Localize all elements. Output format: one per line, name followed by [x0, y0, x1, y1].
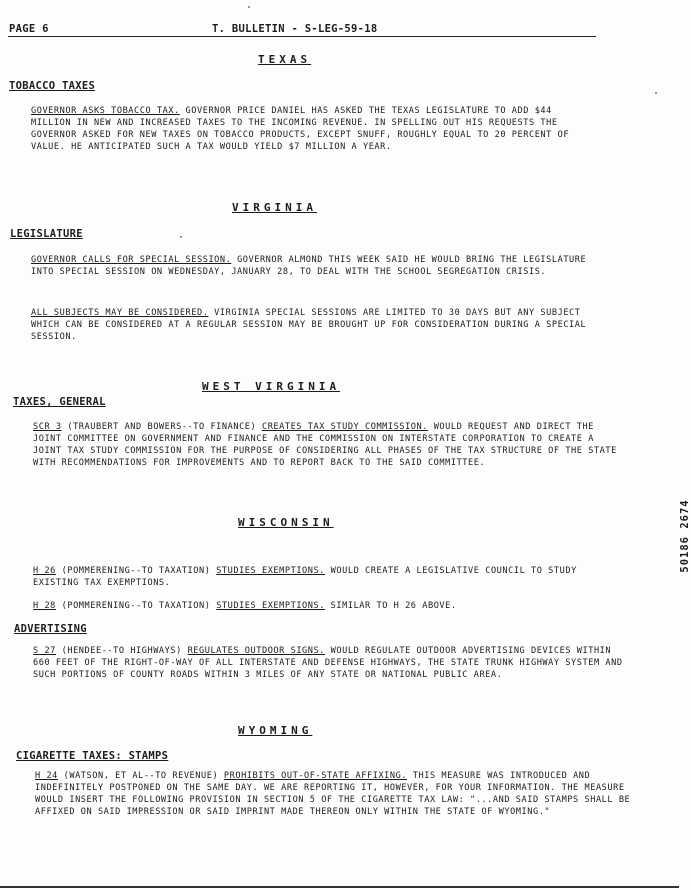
bill-sponsor: (POMMERENING--TO TAXATION) [55, 566, 217, 576]
state-heading-wisconsin: WISCONSIN [238, 516, 334, 529]
bill-number: SCR 3 [33, 422, 62, 432]
texas-item-tobacco-tax [31, 105, 591, 153]
wyoming-item-h24 [35, 770, 635, 818]
item-body: GOVERNOR ALMOND THIS WEEK SAID HE WOULD BRING THE LEGISLATURE INTO SPECIAL SESSION ON WEDNESDAY, JANUARY 28, TO DEAL WITH THE SCHOOL SEGREGATION CRISIS. [31, 255, 587, 277]
section-heading-taxes-general-wv: TAXES, GENERAL [13, 396, 106, 408]
page-bottom-edge [0, 886, 679, 888]
bulletin-title: T. BULLETIN - S-LEG-59-18 [212, 23, 378, 35]
section-heading-advertising: ADVERTISING [14, 623, 87, 635]
state-heading-texas: TEXAS [258, 53, 312, 66]
item-body: VIRGINIA SPECIAL SESSIONS ARE LIMITED TO 30 DAYS BUT ANY SUBJECT WHICH CAN BE CONSIDERED AT A REGULAR SESSION MAY BE BROUGHT UP FOR CONSIDERATION DURING A SPECIAL SESSION. [31, 308, 587, 342]
bill-sponsor: (WATSON, ET AL--TO REVENUE) [57, 771, 224, 781]
item-headline: STUDIES EXEMPTIONS. [216, 601, 325, 611]
item-body: WOULD REGULATE OUTDOOR ADVERTISING DEVICES WITHIN 660 FEET OF THE RIGHT-OF-WAY OF ALL INTERSTATE AND DEFENSE HIGHWAYS, THE STATE TRUNK HIGHWAY SYSTEM AND SUCH PORTIONS OF COUNTY ROADS WITHIN 3 MILES OF ANY STATE OR NATIONAL PUBLIC AREA. [33, 646, 623, 680]
item-headline: PROHIBITS OUT-OF-STATE AFFIXING. [223, 771, 408, 781]
bill-sponsor: (POMMERENING--TO TAXATION) [55, 601, 217, 611]
item-headline: GOVERNOR ASKS TOBACCO TAX. [31, 106, 180, 116]
item-body: THIS MEASURE WAS INTRODUCED AND INDEFINITELY POSTPONED ON THE SAME DAY. WE ARE REPORTING IT, HOWEVER, FOR YOUR INFORMATION. THE MEASURE WOULD INSERT THE FOLLOWING PROVISION IN SECTION 5 OF THE CIGARETTE TAX LAW: "...AND SAID STAMPS SHALL BE AFFIXED ON SAID IMPRESSION OR SAID IMPRINT MADE THEREON ONLY WITHIN THE STATE OF WYOMING." [35, 771, 631, 817]
item-body: SIMILAR TO H 26 ABOVE. [324, 601, 457, 611]
state-heading-wyoming: WYOMING [238, 724, 313, 737]
virginia-item-special-session [31, 254, 591, 278]
wisconsin-item-h26 [33, 565, 621, 589]
section-heading-legislature: LEGISLATURE [10, 228, 83, 240]
item-headline: CREATES TAX STUDY COMMISSION. [261, 422, 428, 432]
wisconsin-item-h28 [33, 600, 621, 612]
scan-speck [180, 236, 182, 238]
item-headline: GOVERNOR CALLS FOR SPECIAL SESSION. [31, 255, 232, 265]
wisconsin-item-s27 [33, 645, 625, 681]
state-heading-virginia: VIRGINIA [232, 201, 317, 214]
document-id-stamp: 50186 2674 [679, 499, 691, 573]
scan-speck [655, 92, 657, 94]
bill-sponsor: (TRAUBERT AND BOWERS--TO FINANCE) [61, 422, 262, 432]
item-headline: REGULATES OUTDOOR SIGNS. [187, 646, 325, 656]
header-rule [8, 36, 596, 37]
item-headline: STUDIES EXEMPTIONS. [216, 566, 325, 576]
state-heading-west-virginia: WEST VIRGINIA [202, 380, 341, 393]
section-heading-tobacco-taxes: TOBACCO TAXES [9, 80, 96, 92]
bill-number: H 28 [33, 601, 56, 611]
section-heading-cigarette-taxes: CIGARETTE TAXES: STAMPS [16, 750, 169, 762]
bill-number: H 26 [33, 566, 56, 576]
item-headline: ALL SUBJECTS MAY BE CONSIDERED. [31, 308, 209, 318]
item-body: WOULD CREATE A LEGISLATIVE COUNCIL TO STUDY EXISTING TAX EXEMPTIONS. [33, 566, 577, 588]
bill-sponsor: (HENDEE--TO HIGHWAYS) [55, 646, 188, 656]
bill-number: S 27 [33, 646, 56, 656]
page-number: PAGE 6 [9, 23, 49, 35]
item-body: WOULD REQUEST AND DIRECT THE JOINT COMMITTEE ON GOVERNMENT AND FINANCE AND THE COMMISSION ON INTERSTATE CORPORATION TO CREATE A JOINT TAX STUDY COMMISSION FOR THE PURPOSE OF CONSIDERING ALL PHASES OF THE TAX STRUCTURE OF THE STATE WITH RECOMMENDATIONS FOR IMPROVEMENTS AND TO REPORT BACK TO THE SAID COMMITTEE. [33, 422, 617, 468]
scan-speck [248, 6, 250, 8]
virginia-item-subjects [31, 307, 591, 343]
item-body: GOVERNOR PRICE DANIEL HAS ASKED THE TEXAS LEGISLATURE TO ADD $44 MILLION IN NEW AND INCREASED TAXES TO THE INCOMING REVENUE. IN SPELLING OUT HIS REQUESTS THE GOVERNOR ASKED FOR NEW TAXES ON TOBACCO PRODUCTS, EXCEPT SNUFF, ROUGHLY EQUAL TO 20 PERCENT OF VALUE. HE ANTICIPATED SUCH A TAX WOULD YIELD $7 MILLION A YEAR. [31, 106, 570, 152]
bill-number: H 24 [35, 771, 58, 781]
west-virginia-item-scr3 [33, 421, 621, 469]
